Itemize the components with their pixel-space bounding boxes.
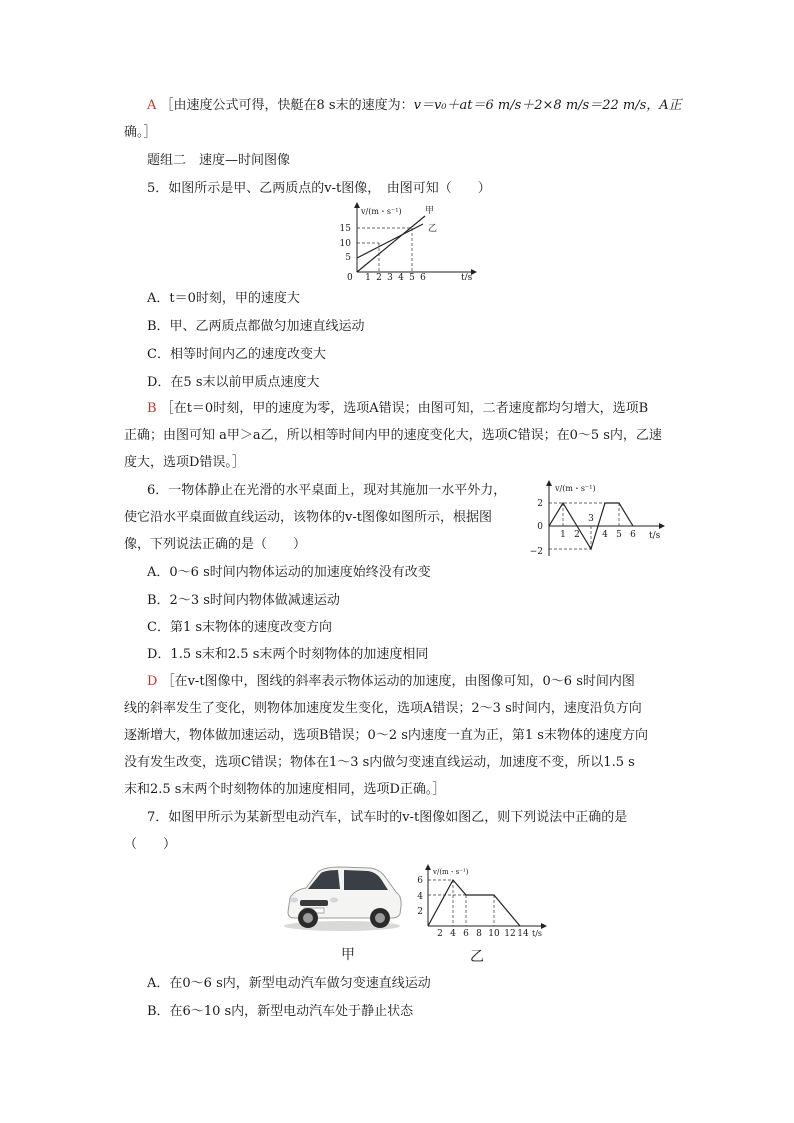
- y-tick: 5: [345, 253, 351, 263]
- figure-label-jia: 甲: [341, 947, 355, 963]
- x-tick: 6: [420, 273, 426, 280]
- question-stem: 5．如图所示是甲、乙两质点的v-t图像， 由图可知（ ）: [147, 181, 491, 196]
- x-tick: 2: [437, 929, 443, 939]
- answer-line: [147, 673, 635, 691]
- y-tick: 2: [537, 499, 543, 509]
- chart-q5: [325, 200, 485, 280]
- answer-text: ［在v-t图像中，图线的斜率表示物体运动的加速度，由图像可知，0～6 s时间内图: [161, 674, 635, 689]
- question-stem: 7．如图甲所示为某新型电动汽车，试车时的v-t图像如图乙，则下列说法中正确的是: [147, 810, 628, 825]
- answer-line: 正确；由图可知 a甲＞a乙，所以相等时间内甲的速度变化大，选项C错误；在0～5 s内，乙速: [124, 428, 662, 443]
- x-tick: 4: [398, 273, 404, 280]
- series-jia: [357, 216, 425, 272]
- x-tick: 2: [574, 530, 580, 540]
- x-tick: 1: [560, 530, 566, 540]
- series-yi: [357, 224, 423, 258]
- x-tick: 4: [602, 530, 608, 540]
- x-tick: 3: [588, 514, 594, 524]
- option-b: B．2～3 s时间内物体做减速运动: [147, 593, 340, 608]
- answer-text: ［在t＝0时刻，甲的速度为零，选项A错误；由图可知，二者速度都均匀增大，选项B: [160, 401, 649, 416]
- section-title: 题组二 速度—时间图像: [147, 153, 291, 168]
- y-tick: 10: [339, 239, 351, 249]
- figure-label-yi: 乙: [470, 949, 484, 965]
- y-axis-arrow: [354, 202, 360, 208]
- question-stem: 像，下列说法正确的是（ ）: [124, 537, 307, 552]
- x-axis-arrow: [659, 523, 665, 529]
- answer-formula: v＝v₀＋at＝6 m/s＋2×8 m/s＝22 m/s，A正: [413, 98, 682, 113]
- series-label-yi: 乙: [428, 224, 438, 234]
- chart-q6: [525, 478, 675, 562]
- option-a: A．在0～6 s内，新型电动汽车做匀变速直线运动: [147, 976, 431, 991]
- answer-line: 度大，选项D错误。］: [124, 455, 245, 470]
- answer-line: 没有发生改变，选项C错误；物体在1～3 s内做匀变速直线运动，加速度不变，所以1.5 s: [124, 755, 635, 770]
- answer-line: 确。］: [124, 125, 157, 140]
- y-axis-arrow: [425, 864, 431, 870]
- y-tick: 4: [417, 892, 423, 902]
- option-d: D．1.5 s末和2.5 s末两个时刻物体的加速度相同: [147, 647, 429, 662]
- y-axis-arrow: [546, 480, 552, 486]
- chart-q7: [405, 862, 555, 942]
- wheel-hub: [375, 913, 385, 923]
- series-label-jia: 甲: [425, 206, 435, 216]
- option-b: B．在6～10 s内，新型电动汽车处于静止状态: [147, 1004, 414, 1019]
- answer-line: [147, 97, 682, 115]
- headlight: [330, 898, 338, 903]
- y-tick: 15: [339, 224, 351, 234]
- headlight: [290, 898, 298, 903]
- x-tick: 10: [488, 929, 500, 939]
- y-axis-label: v/(m・s⁻¹): [433, 868, 469, 876]
- question-stem: （ ）: [124, 837, 177, 852]
- y-tick: −2: [529, 547, 543, 557]
- x-tick: 2: [376, 273, 382, 280]
- x-tick: 4: [450, 929, 456, 939]
- y-tick: 2: [417, 907, 423, 917]
- y-tick: 6: [417, 876, 423, 886]
- grille: [300, 900, 328, 906]
- answer-letter: D: [147, 674, 158, 689]
- option-d: D．在5 s末以前甲质点速度大: [147, 375, 320, 390]
- y-axis-label: v/(m・s⁻¹): [555, 484, 596, 493]
- x-tick: 5: [409, 273, 415, 280]
- car-illustration: [278, 860, 406, 932]
- y-tick: 0: [537, 522, 543, 532]
- x-tick: 8: [476, 929, 482, 939]
- answer-line: 末和2.5 s末两个时刻物体的加速度相同，选项D正确。］: [124, 782, 446, 797]
- x-axis-label: t/s: [649, 531, 661, 541]
- y-axis-label: v/(m・s⁻¹): [361, 207, 402, 216]
- x-tick: 6: [630, 530, 636, 540]
- wheel-hub: [303, 913, 313, 923]
- answer-line: [147, 400, 648, 418]
- x-tick: 0: [347, 273, 353, 280]
- x-tick: 1: [365, 273, 371, 280]
- x-tick: 14: [517, 929, 529, 939]
- answer-letter: B: [147, 401, 157, 416]
- option-b: B．甲、乙两质点都做匀加速直线运动: [147, 319, 365, 334]
- answer-line: 逐渐增大，物体做加速运动，选项B错误；0～2 s内速度一直为正，第1 s末物体的速度方向: [124, 728, 648, 743]
- question-stem: 使它沿水平桌面做直线运动，该物体的v-t图像如图所示，根据图: [124, 510, 492, 525]
- x-tick: 6: [463, 929, 469, 939]
- option-a: A．t＝0时刻，甲的速度大: [147, 291, 300, 306]
- series-v: [428, 880, 520, 926]
- answer-letter: A: [147, 98, 157, 113]
- x-axis-label: t/s: [532, 929, 543, 938]
- option-a: A．0～6 s时间内物体运动的加速度始终没有改变: [147, 565, 431, 580]
- x-tick: 3: [387, 273, 393, 280]
- answer-line: 线的斜率发生了变化，则物体加速度发生变化，选项A错误；2～3 s时间内，速度沿负方向: [124, 701, 642, 716]
- x-tick: 5: [616, 530, 622, 540]
- answer-text: ［由速度公式可得，快艇在8 s末的速度为：: [160, 98, 414, 113]
- x-axis-label: t/s: [461, 273, 473, 280]
- option-c: C．第1 s末物体的速度改变方向: [147, 620, 333, 635]
- option-c: C．相等时间内乙的速度改变大: [147, 347, 326, 362]
- question-stem: 6．一物体静止在光滑的水平桌面上，现对其施加一水平外力，: [147, 483, 507, 498]
- x-tick: 12: [504, 929, 516, 939]
